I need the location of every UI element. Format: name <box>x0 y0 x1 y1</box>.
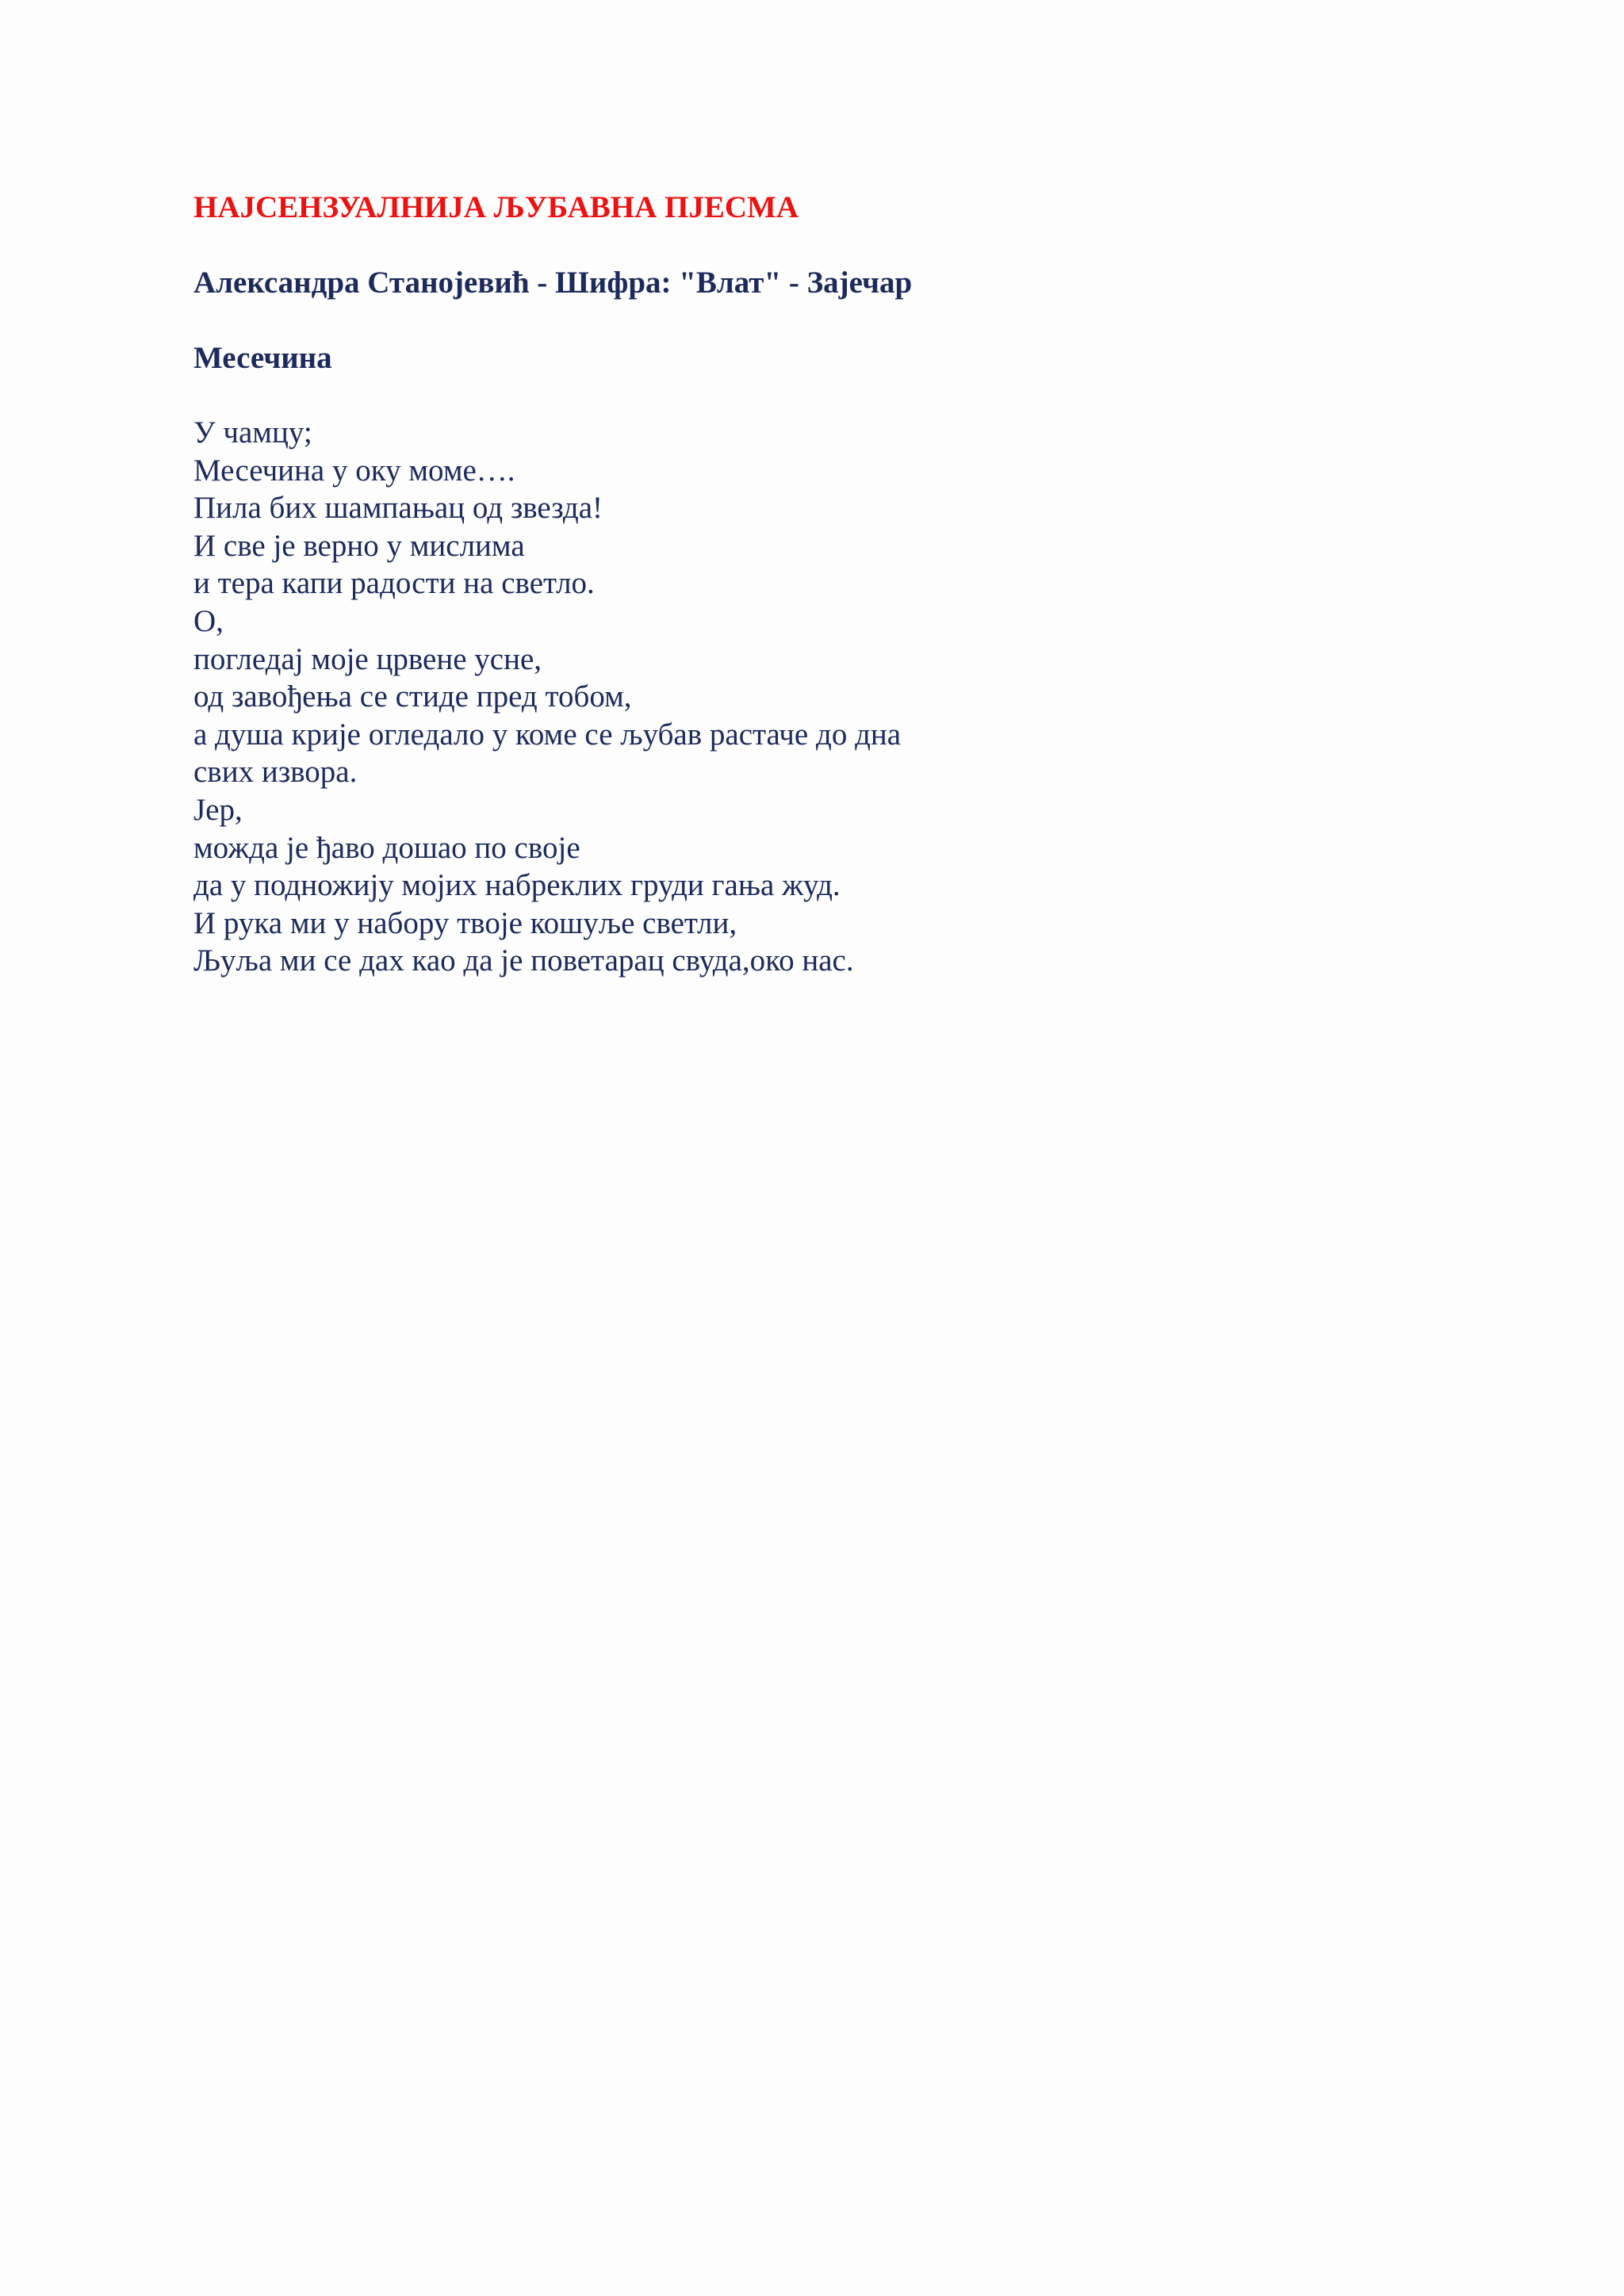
poem-line: Јер, <box>193 792 243 827</box>
poem-line: можда је ђаво дошао по своје <box>193 830 580 865</box>
document-content <box>193 189 1462 980</box>
poem-line: Љуља ми се дах као да је поветарац свуда,око нас. <box>193 943 854 978</box>
poem-body <box>193 414 1462 980</box>
poem-line: И рука ми у набору твоје кошуље светли, <box>193 905 737 940</box>
author-line: Александра Станојевић - Шифра: "Влат" - Зајечар <box>193 266 913 300</box>
poem-line: од завођења се стиде пред тобом, <box>193 679 632 714</box>
poem-line: У чамцу; <box>193 415 312 450</box>
poem-line: а душа крије огледало у коме се љубав растаче до дна <box>193 717 902 752</box>
document-title: НАЈСЕНЗУАЛНИЈА ЉУБАВНА ПЈЕСМА <box>193 190 799 224</box>
poem-title: Месечина <box>193 341 332 375</box>
poem-line: О, <box>193 603 224 638</box>
poem-line: Месечина у оку моме…. <box>193 453 515 488</box>
poem-line: да у подножију мојих набреклих груди гања жуд. <box>193 868 841 903</box>
poem-line: погледај моје црвене усне, <box>193 641 542 676</box>
poem-line: и тера капи радости на светло. <box>193 566 595 601</box>
poem-line: Пила бих шампањац од звезда! <box>193 491 603 526</box>
poem-line: свих извора. <box>193 755 358 790</box>
poem-line: И све је верно у мислима <box>193 528 525 563</box>
